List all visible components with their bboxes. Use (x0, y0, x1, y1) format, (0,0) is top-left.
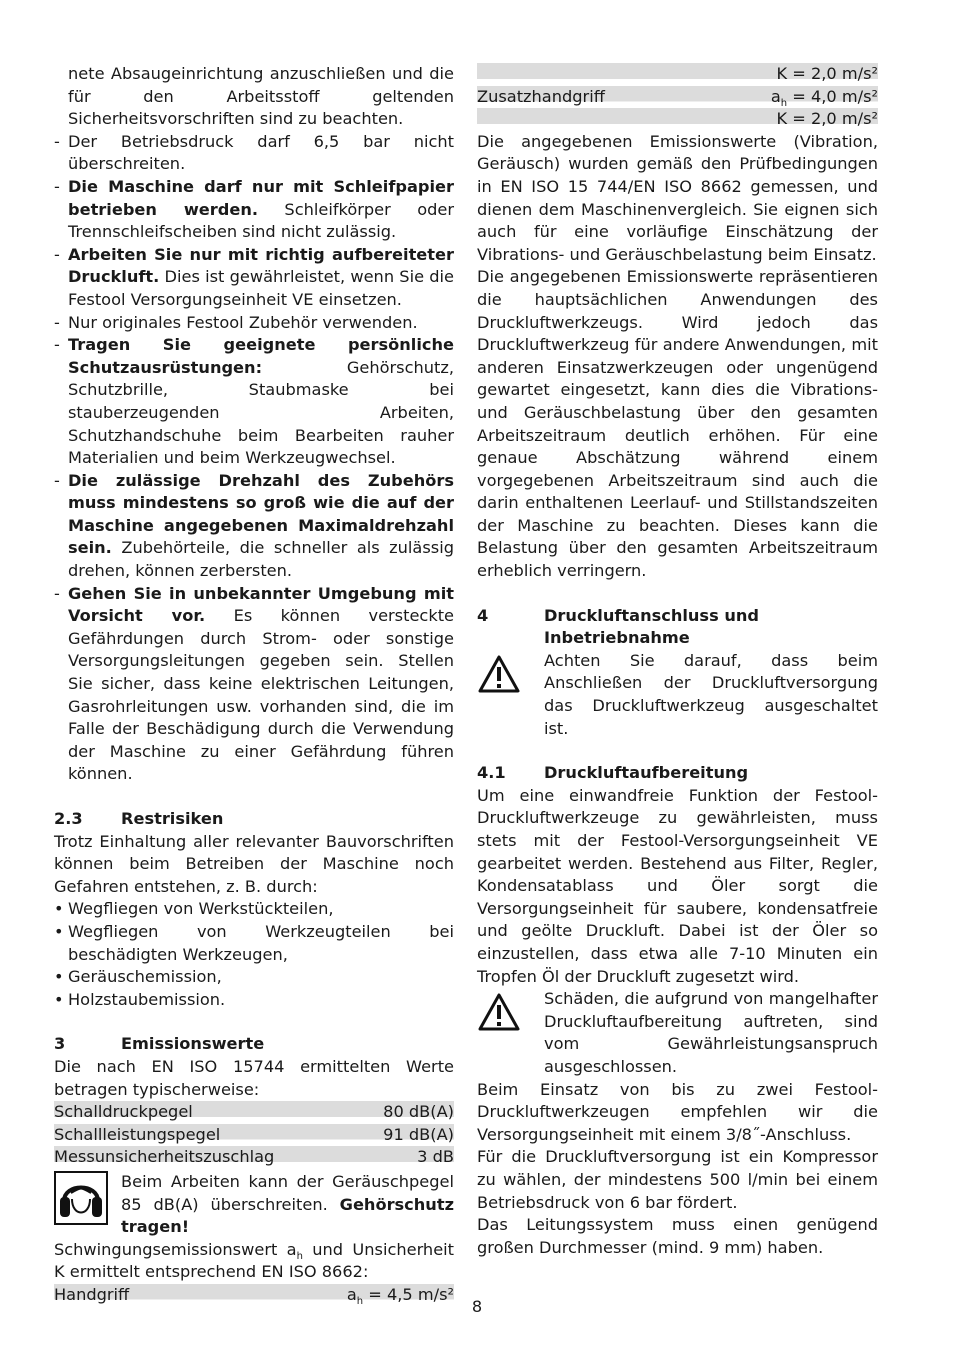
noise-table (54, 1101, 454, 1169)
table-row: Schallleistungspegel 91 dB(A) (54, 1124, 454, 1147)
hearing-protection-note: Beim Arbeiten kann der Geräuschpegel 85 dB(A) überschreiten. Gehörschutz tragen! (54, 1171, 454, 1239)
table-row: Handgriff $a_h = 4,5$ m/s² (54, 1284, 454, 1307)
table-row: Zusatzhandgriff $a_h = 4,0$ m/s² (477, 86, 878, 109)
restrisiken-text: Trotz Einhaltung aller relevanter Bauvorschriften können beim Betreiben der Maschine noch Gefahren entstehen, z. B. durch: (54, 831, 454, 896)
warning-note: Schäden, die aufgrund von mangelhafter Druckluftaufbereitung auftreten, sind vom Gewährleistungsanspruch ausgeschlossen. (477, 988, 878, 1078)
bullet-item: • Holzstaubemission. (54, 989, 226, 1009)
air-treatment-paragraph: Für die Druckluftversorgung ist ein Kompressor zu wählen, der mindestens 500 l/min bei einem Betriebsdruck von 6 bar fördert. (477, 1147, 878, 1212)
list-item: - Die zulässige Drehzahl des Zubehörs muss mindestens so groß wie die auf der Maschine angegebenen Maximaldrehzahl sein. Zubehörteile, die schneller als zulässig drehen, können zerbersten. (54, 470, 454, 581)
air-treatment-paragraph: Um eine einwandfreie Funktion der Festool-Druckluftwerkzeuge zu gewährleisten, muss stets mit der Festool-Versorgungseinheit VE gearbeitet werden. Bestehend aus Filter, Regler, Kondensatablass und Öler sorgt die Versorgungseinheit für saubere, kondensatfreie und geölte Druckluft. Dabei ist der Öler so einzustellen, dass etwa alle 7-10 Minuten ein Tropfen Öl der Druckluft zugesetzt wird. (477, 785, 878, 986)
table-row: Messunsicherheitszuschlag 3 dB (54, 1146, 454, 1169)
table-row: K = 2,0 m/s² (477, 63, 878, 86)
bullet-item: • Wegfliegen von Werkzeugteilen bei beschädigten Werkzeugen, (54, 921, 454, 964)
emission-paragraph-2: Die angegebenen Emissionswerte repräsentieren die hauptsächlichen Anwendungen des Druckluftwerkzeugs. Wird jedoch das Druckluftwerkzeug für andere Anwendungen, mit anderen Einsatzwerkzeugen oder ungenügend gewartet eingesetzt, kann dies die Vibrations- und Geräuschbelastung über den gesamten Arbeitszeitraum deutlich erhöhen. Für eine genaue Abschätzung während einem vorgegebenen Arbeitszeitraum sind auch die darin enthaltenen Leerlauf- und Stillstandszeiten der Maschine zu beachten. Dieses kann die Belastung über den gesamten Arbeitszeitraum erheblich verringern. (477, 267, 878, 581)
intro-continuation: nete Absaugeinrichtung anzuschließen und die für den Arbeitsstoff geltenden Sicherheitsvorschriften sind zu beachten. (68, 64, 454, 129)
warning-icon (477, 650, 544, 701)
emission-intro: Die nach EN ISO 15744 ermittelten Werte betragen typischerweise: (54, 1056, 454, 1099)
table-row: K = 2,0 m/s² (477, 108, 878, 131)
page-number: 8 (471, 1297, 483, 1316)
warning-note: Achten Sie darauf, dass beim Anschließen der Druckluftversorgung das Druckluftwerkzeug ausgeschaltet ist. (477, 650, 878, 740)
emission-paragraph-1: Die angegebenen Emissionswerte (Vibration, Geräusch) wurden gemäß den Prüfbedingungen in EN ISO 15 744/EN ISO 8662 gemessen, und dienen dem Maschinenvergleich. Sie eignen sich auch für eine vorläufige Einschätzung der Vibrations- und Geräuschbelastung beim Einsatz. (477, 131, 878, 264)
ear-protection-icon (54, 1171, 121, 1232)
section-heading-4-1: 4.1 Druckluftaufbereitung (477, 763, 749, 783)
list-item: - Die Maschine darf nur mit Schleifpapier betrieben werden. Schleifkörper oder Trennschleifscheiben sind nicht zulässig. (54, 176, 455, 242)
air-treatment-paragraph: Beim Einsatz von bis zu zwei Festool-Druckluftwerkzeugen empfehlen wir die Versorgungseinheit mit einem 3/8˝-Anschluss. (477, 1079, 878, 1144)
section-heading-4: 4 Druckluftanschluss und Inbetriebnahme (477, 605, 759, 648)
right-column (477, 63, 878, 1259)
section-heading-2-3: 2.3 Restrisiken (54, 809, 224, 828)
air-treatment-paragraph: Das Leitungssystem muss einen genügend großen Durchmesser (mind. 9 mm) haben. (477, 1215, 878, 1257)
list-item: - Der Betriebsdruck darf 6,5 bar nicht überschreiten. (54, 131, 454, 174)
list-item: - Gehen Sie in unbekannter Umgebung mit Vorsicht vor. Es können versteckte Gefährdungen durch Strom- oder sonstige Versorgungsleitungen gegeben sein. Stellen Sie sicher, dass keine elektrischen Leitungen, Gasrohrleitungen usw. vorhanden sind, die im Falle der Beschädigung durch die Verwendung der Maschine zu einer Gefährdung führen können. (54, 583, 454, 784)
list-item: - Arbeiten Sie nur mit richtig aufbereiteter Druckluft. Dies ist gewährleistet, wenn Sie die Festool Versorgungseinheit VE einsetzen. (54, 244, 454, 309)
list-item: - Nur originales Festool Zubehör verwenden. (54, 312, 418, 332)
vibration-intro: Schwingungsemissionswert $a_h$ und Unsicherheit K ermittelt entsprechend EN ISO 8662: (54, 1239, 454, 1282)
bullet-item: • Geräuschemission, (54, 967, 222, 987)
table-row: Schalldruckpegel 80 dB(A) (54, 1101, 454, 1124)
list-item: - Tragen Sie geeignete persönliche Schutzausrüstungen: Gehörschutz, Schutzbrille, Staubmaske bei stauberzeugenden Arbeiten, Schutzhandschuhe beim Bearbeiten rauher Materialien und beim Werkzeugwechsel. (54, 335, 454, 468)
safety-list (54, 131, 454, 786)
warning-icon (477, 988, 544, 1039)
left-column (54, 63, 454, 1306)
bullet-item: • Wegfliegen von Werkstückteilen, (54, 899, 334, 919)
section-heading-3: 3 Emissionswerte (54, 1034, 265, 1054)
